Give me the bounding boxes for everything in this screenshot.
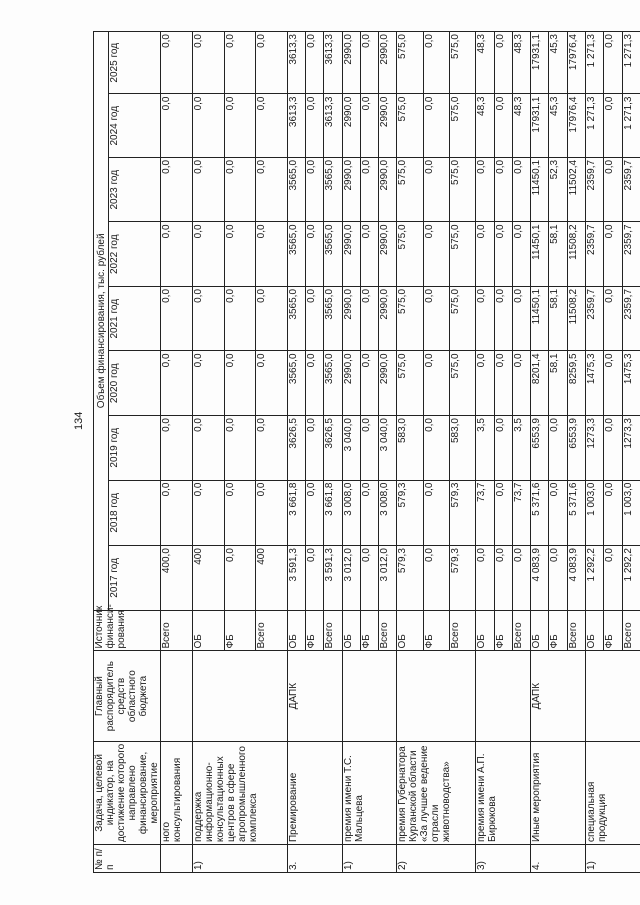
value-cell: 2359,7 (622, 286, 640, 351)
value-cell: 1273,3 (586, 416, 604, 481)
value-cell: 3 040,0 (342, 416, 360, 481)
value-cell: 0,0 (161, 416, 193, 481)
table-row (287, 32, 305, 873)
value-cell: 4 083,9 (531, 546, 549, 611)
value-cell: 1 271,3 (586, 32, 604, 95)
row-number: 2) (397, 845, 476, 873)
value-cell: 0,0 (224, 351, 255, 416)
value-cell: 11450,1 (531, 286, 549, 351)
value-cell: 6553,9 (531, 416, 549, 481)
header-year: 2022 год (109, 222, 161, 287)
row-task: премия имени А.П. Бирюкова (476, 741, 531, 844)
value-cell: 0,0 (256, 480, 287, 546)
value-cell: 0,0 (360, 222, 378, 287)
value-cell: 1475,3 (622, 351, 640, 416)
value-cell: 0,0 (494, 32, 512, 95)
value-cell: 0,0 (256, 286, 287, 351)
value-cell: 3 008,0 (379, 480, 397, 546)
rotated-table-container (93, 31, 636, 873)
row-task: ного консультирования (161, 741, 193, 844)
value-cell: 0,0 (224, 480, 255, 546)
value-cell: 0,0 (193, 157, 224, 222)
value-cell: 575,0 (449, 94, 475, 157)
value-cell: 3565,0 (324, 222, 342, 287)
table-row (397, 32, 423, 873)
value-cell: 0,0 (512, 222, 530, 287)
value-cell: 0,0 (360, 32, 378, 95)
row-source: ФБ (224, 610, 255, 651)
value-cell: 0,0 (193, 94, 224, 157)
row-source: ФБ (549, 610, 567, 651)
value-cell: 0,0 (193, 286, 224, 351)
value-cell: 579,3 (449, 546, 475, 611)
row-manager (161, 651, 193, 741)
value-cell: 0,0 (476, 157, 494, 222)
row-manager (193, 651, 287, 741)
value-cell: 48,3 (512, 32, 530, 95)
value-cell: 3 012,0 (379, 546, 397, 611)
value-cell: 575,0 (397, 286, 423, 351)
value-cell: 48,3 (512, 94, 530, 157)
value-cell: 575,0 (397, 157, 423, 222)
value-cell: 0,0 (604, 480, 622, 546)
value-cell: 1 292,2 (586, 546, 604, 611)
table-row (531, 32, 549, 873)
value-cell: 0,0 (305, 286, 323, 351)
value-cell: 73,7 (476, 480, 494, 546)
value-cell: 0,0 (256, 351, 287, 416)
value-cell: 58,1 (549, 222, 567, 287)
row-number: 3) (476, 845, 531, 873)
value-cell: 575,0 (449, 351, 475, 416)
value-cell: 0,0 (161, 480, 193, 546)
value-cell: 3565,0 (324, 286, 342, 351)
value-cell: 0,0 (476, 222, 494, 287)
value-cell: 1 271,3 (622, 32, 640, 95)
value-cell: 52,3 (549, 157, 567, 222)
value-cell: 0,0 (604, 94, 622, 157)
value-cell: 0,0 (423, 222, 449, 287)
header-task: Задача, целевой индикатор, на достижение которого направлено финансирование, мероприятие (94, 741, 161, 844)
value-cell: 2990,0 (379, 94, 397, 157)
row-source: ФБ (360, 610, 378, 651)
value-cell: 0,0 (512, 546, 530, 611)
value-cell: 0,0 (512, 286, 530, 351)
value-cell: 0,0 (423, 480, 449, 546)
value-cell: 0,0 (256, 32, 287, 95)
row-manager (586, 651, 640, 741)
value-cell: 0,0 (604, 286, 622, 351)
financing-table (93, 31, 640, 873)
header-year: 2019 год (109, 416, 161, 481)
value-cell: 579,3 (397, 480, 423, 546)
value-cell: 45,3 (549, 94, 567, 157)
value-cell: 0,0 (549, 546, 567, 611)
value-cell: 1 003,0 (586, 480, 604, 546)
header-year: 2024 год (109, 94, 161, 157)
value-cell: 0,0 (161, 286, 193, 351)
value-cell: 0,0 (604, 222, 622, 287)
value-cell: 0,0 (224, 416, 255, 481)
row-source: Всего (161, 610, 193, 651)
value-cell: 8259,5 (567, 351, 585, 416)
value-cell: 3565,0 (287, 286, 305, 351)
value-cell: 0,0 (193, 480, 224, 546)
row-task: Премирование (287, 741, 342, 844)
header-year: 2018 год (109, 480, 161, 546)
value-cell: 0,0 (494, 351, 512, 416)
value-cell: 3565,0 (287, 222, 305, 287)
row-source: ФБ (423, 610, 449, 651)
value-cell: 17931,1 (531, 94, 549, 157)
value-cell: 0,0 (476, 351, 494, 416)
value-cell: 0,0 (360, 351, 378, 416)
row-source: ОБ (193, 610, 224, 651)
value-cell: 0,0 (193, 32, 224, 95)
value-cell: 400 (256, 546, 287, 611)
value-cell: 575,0 (397, 351, 423, 416)
value-cell: 17976,4 (567, 32, 585, 95)
row-task: Иные мероприятия (531, 741, 586, 844)
value-cell: 45,3 (549, 32, 567, 95)
value-cell: 2359,7 (586, 286, 604, 351)
value-cell: 2990,0 (379, 157, 397, 222)
value-cell: 3626,5 (324, 416, 342, 481)
value-cell: 0,0 (494, 416, 512, 481)
header-volume: Объем финансирования, тыс. рублей (94, 32, 109, 611)
value-cell: 0,0 (224, 222, 255, 287)
value-cell: 1273,3 (622, 416, 640, 481)
value-cell: 0,0 (161, 157, 193, 222)
value-cell: 3,5 (512, 416, 530, 481)
value-cell: 0,0 (161, 32, 193, 95)
value-cell: 11450,1 (531, 157, 549, 222)
value-cell: 0,0 (161, 94, 193, 157)
value-cell: 73,7 (512, 480, 530, 546)
value-cell: 0,0 (604, 416, 622, 481)
value-cell: 0,0 (193, 351, 224, 416)
value-cell: 5 371,6 (567, 480, 585, 546)
row-number: 1) (586, 845, 640, 873)
header-source: Источник финанси-рования (94, 610, 161, 651)
value-cell: 0,0 (494, 94, 512, 157)
row-source: Всего (256, 610, 287, 651)
value-cell: 3613,3 (287, 32, 305, 95)
value-cell: 3 012,0 (342, 546, 360, 611)
value-cell: 0,0 (476, 286, 494, 351)
value-cell: 3 008,0 (342, 480, 360, 546)
value-cell: 0,0 (305, 416, 323, 481)
value-cell: 0,0 (193, 222, 224, 287)
row-source: Всего (622, 610, 640, 651)
value-cell: 2359,7 (622, 157, 640, 222)
value-cell: 48,3 (476, 94, 494, 157)
value-cell: 0,0 (360, 546, 378, 611)
value-cell: 1475,3 (586, 351, 604, 416)
row-source: ОБ (287, 610, 305, 651)
value-cell: 5 371,6 (531, 480, 549, 546)
value-cell: 0,0 (161, 222, 193, 287)
value-cell: 575,0 (397, 32, 423, 95)
value-cell: 2990,0 (342, 222, 360, 287)
row-number: 1) (193, 845, 287, 873)
value-cell: 0,0 (224, 32, 255, 95)
value-cell: 3,5 (476, 416, 494, 481)
value-cell: 0,0 (604, 157, 622, 222)
value-cell: 1 271,3 (586, 94, 604, 157)
value-cell: 0,0 (305, 351, 323, 416)
row-manager: ДАПК (287, 651, 342, 741)
value-cell: 2990,0 (342, 94, 360, 157)
row-source: Всего (379, 610, 397, 651)
value-cell: 3 591,3 (324, 546, 342, 611)
row-source: ОБ (476, 610, 494, 651)
value-cell: 2359,7 (586, 157, 604, 222)
table-row (193, 32, 224, 873)
value-cell: 575,0 (449, 286, 475, 351)
header-num: № п/п (94, 845, 161, 873)
header-year: 2023 год (109, 157, 161, 222)
row-source: Всего (512, 610, 530, 651)
value-cell: 0,0 (494, 157, 512, 222)
value-cell: 2359,7 (586, 222, 604, 287)
header-year: 2025 год (109, 32, 161, 95)
value-cell: 0,0 (161, 351, 193, 416)
value-cell: 0,0 (305, 480, 323, 546)
value-cell: 0,0 (360, 480, 378, 546)
row-number: 3. (287, 845, 342, 873)
row-source: Всего (449, 610, 475, 651)
value-cell: 3565,0 (324, 351, 342, 416)
value-cell: 575,0 (449, 222, 475, 287)
value-cell: 11450,1 (531, 222, 549, 287)
value-cell: 3565,0 (287, 157, 305, 222)
value-cell: 575,0 (449, 32, 475, 95)
value-cell: 0,0 (423, 32, 449, 95)
value-cell: 0,0 (360, 286, 378, 351)
value-cell: 3613,3 (324, 32, 342, 95)
value-cell: 48,3 (476, 32, 494, 95)
value-cell: 2990,0 (379, 32, 397, 95)
value-cell: 2990,0 (342, 32, 360, 95)
value-cell: 0,0 (423, 351, 449, 416)
value-cell: 17931,1 (531, 32, 549, 95)
value-cell: 2990,0 (379, 351, 397, 416)
value-cell: 579,3 (449, 480, 475, 546)
value-cell: 0,0 (494, 286, 512, 351)
value-cell: 2990,0 (379, 222, 397, 287)
value-cell: 0,0 (305, 222, 323, 287)
row-source: Всего (324, 610, 342, 651)
value-cell: 575,0 (449, 157, 475, 222)
value-cell: 0,0 (423, 416, 449, 481)
value-cell: 0,0 (256, 157, 287, 222)
value-cell: 2990,0 (379, 286, 397, 351)
value-cell: 3 661,8 (324, 480, 342, 546)
value-cell: 0,0 (604, 32, 622, 95)
value-cell: 0,0 (476, 546, 494, 611)
value-cell: 3613,3 (287, 94, 305, 157)
value-cell: 2990,0 (342, 286, 360, 351)
value-cell: 3565,0 (324, 157, 342, 222)
row-source: ФБ (305, 610, 323, 651)
value-cell: 0,0 (305, 32, 323, 95)
value-cell: 0,0 (423, 546, 449, 611)
value-cell: 3626,5 (287, 416, 305, 481)
value-cell: 400,0 (161, 546, 193, 611)
table-row (586, 32, 604, 873)
value-cell: 2359,7 (622, 222, 640, 287)
row-task: премия имени Т.С. Мальцева (342, 741, 397, 844)
value-cell: 0,0 (549, 416, 567, 481)
value-cell: 2990,0 (342, 351, 360, 416)
value-cell: 583,0 (449, 416, 475, 481)
row-manager: ДАПК (531, 651, 586, 741)
value-cell: 58,1 (549, 286, 567, 351)
value-cell: 400 (193, 546, 224, 611)
row-source: ОБ (531, 610, 549, 651)
row-task: поддержка информационно-консультационных центров в сфере агропромышленного комплекса (193, 741, 287, 844)
header-year: 2021 год (109, 286, 161, 351)
value-cell: 58,1 (549, 351, 567, 416)
row-source: ФБ (604, 610, 622, 651)
value-cell: 0,0 (494, 480, 512, 546)
table-row (161, 32, 193, 873)
value-cell: 4 083,9 (567, 546, 585, 611)
row-task: специальная продукция (586, 741, 640, 844)
row-task: премия Губернатора Курганской области «За лучшее ведение отрасли животноводства» (397, 741, 476, 844)
value-cell: 3 040,0 (379, 416, 397, 481)
header-manager: Главный распорядитель средств областного бюджета (94, 651, 161, 741)
value-cell: 3613,3 (324, 94, 342, 157)
row-source: ОБ (397, 610, 423, 651)
value-cell: 0,0 (494, 546, 512, 611)
value-cell: 17976,4 (567, 94, 585, 157)
value-cell: 583,0 (397, 416, 423, 481)
value-cell: 2990,0 (342, 157, 360, 222)
value-cell: 0,0 (512, 157, 530, 222)
value-cell: 575,0 (397, 94, 423, 157)
value-cell: 575,0 (397, 222, 423, 287)
value-cell: 6553,9 (567, 416, 585, 481)
value-cell: 0,0 (604, 351, 622, 416)
value-cell: 0,0 (360, 94, 378, 157)
table-row (476, 32, 494, 873)
value-cell: 0,0 (305, 94, 323, 157)
value-cell: 0,0 (305, 546, 323, 611)
value-cell: 3 661,8 (287, 480, 305, 546)
row-source: ФБ (494, 610, 512, 651)
row-manager (476, 651, 531, 741)
table-row (342, 32, 360, 873)
row-number (161, 845, 193, 873)
value-cell: 0,0 (224, 157, 255, 222)
value-cell: 0,0 (256, 416, 287, 481)
value-cell: 1 271,3 (622, 94, 640, 157)
value-cell: 0,0 (256, 94, 287, 157)
value-cell: 0,0 (494, 222, 512, 287)
header-year: 2017 год (109, 546, 161, 611)
value-cell: 0,0 (224, 546, 255, 611)
value-cell: 0,0 (224, 94, 255, 157)
value-cell: 11508,2 (567, 286, 585, 351)
value-cell: 0,0 (604, 546, 622, 611)
value-cell: 1 292,2 (622, 546, 640, 611)
page-number: 134 (73, 411, 85, 430)
value-cell: 0,0 (423, 286, 449, 351)
value-cell: 579,3 (397, 546, 423, 611)
row-number: 1) (342, 845, 397, 873)
row-source: ОБ (586, 610, 604, 651)
value-cell: 3565,0 (287, 351, 305, 416)
value-cell: 0,0 (549, 480, 567, 546)
row-number: 4. (531, 845, 586, 873)
row-manager (397, 651, 476, 741)
value-cell: 0,0 (423, 157, 449, 222)
value-cell: 0,0 (224, 286, 255, 351)
value-cell: 8201,4 (531, 351, 549, 416)
row-source: ОБ (342, 610, 360, 651)
row-manager (342, 651, 397, 741)
row-source: Всего (567, 610, 585, 651)
value-cell: 0,0 (360, 416, 378, 481)
value-cell: 11508,2 (567, 222, 585, 287)
value-cell: 0,0 (360, 157, 378, 222)
header-year: 2020 год (109, 351, 161, 416)
value-cell: 0,0 (256, 222, 287, 287)
value-cell: 1 003,0 (622, 480, 640, 546)
value-cell: 11502,4 (567, 157, 585, 222)
value-cell: 0,0 (305, 157, 323, 222)
value-cell: 0,0 (423, 94, 449, 157)
value-cell: 0,0 (193, 416, 224, 481)
value-cell: 0,0 (512, 351, 530, 416)
value-cell: 3 591,3 (287, 546, 305, 611)
